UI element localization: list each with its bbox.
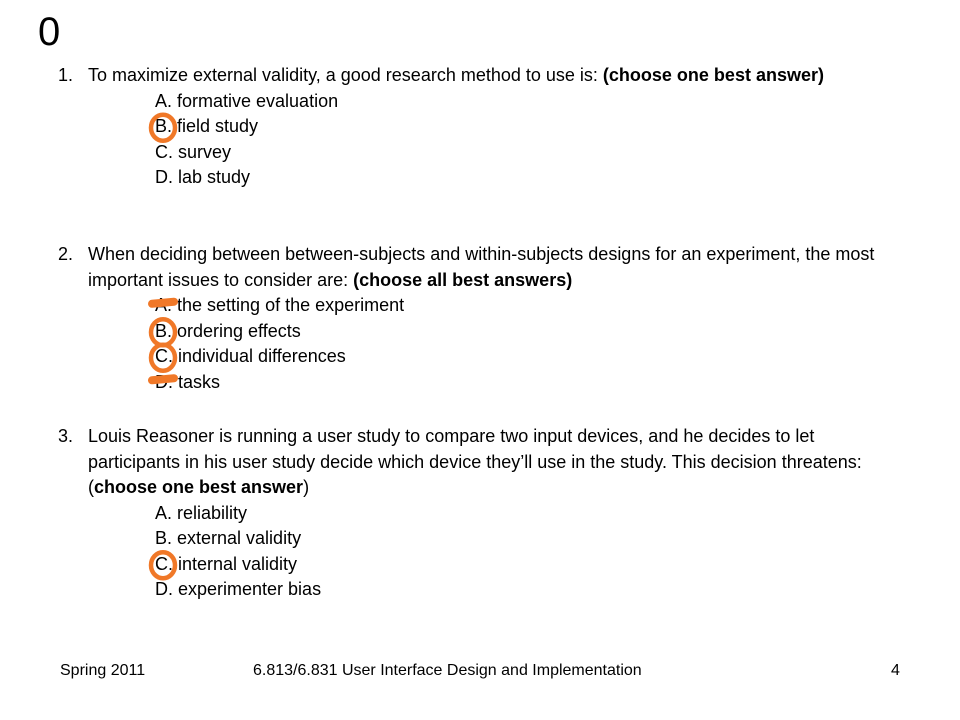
- question-instruction: choose one best answer: [94, 477, 304, 497]
- option-c: C. individual differences: [155, 346, 346, 366]
- option-b: B. external validity: [155, 528, 302, 548]
- footer-page-number: 4: [891, 662, 900, 679]
- option-a: A. formative evaluation: [155, 90, 339, 111]
- option-list: [155, 293, 888, 395]
- question-number: 3.: [58, 426, 74, 446]
- question-number: 2.: [58, 244, 74, 264]
- footer-course-title: 6.813/6.831 User Interface Design and Implementation: [253, 662, 642, 679]
- slide-title: 0: [38, 10, 61, 54]
- question-1: [58, 63, 888, 191]
- question-instruction: (choose all best answers): [353, 269, 573, 290]
- option-d: D. lab study: [155, 167, 251, 187]
- option-b: B. field study: [155, 116, 259, 136]
- question-3: [58, 424, 888, 603]
- question-text: [88, 242, 888, 293]
- question-prompt: When deciding between between-subjects and within-subjects designs for an experiment, the most important issues to consider are:: [88, 244, 875, 290]
- option-d: D. experimenter bias: [155, 579, 322, 599]
- option-d: D. tasks: [155, 371, 221, 392]
- footer-term: Spring 2011: [60, 662, 146, 679]
- option-a: A. the setting of the experiment: [155, 295, 405, 315]
- option-list: [155, 501, 888, 603]
- question-text: [88, 63, 888, 89]
- option-list: [155, 89, 888, 191]
- question-closing-paren: ): [303, 477, 310, 497]
- option-c: C. internal validity: [155, 553, 298, 574]
- question-number: 1.: [58, 65, 74, 85]
- option-b: B. ordering effects: [155, 320, 301, 341]
- question-instruction: (choose one best answer): [602, 65, 824, 85]
- question-prompt: To maximize external validity, a good research method to use is:: [88, 65, 603, 85]
- question-text: [88, 424, 888, 501]
- option-c: C. survey: [155, 141, 232, 162]
- question-prompt: Louis Reasoner is running a user study to compare two input devices, and he decides to let participants in his user study decide which device they’ll use in the study. This decision threatens: (: [88, 426, 862, 497]
- option-a: A. reliability: [155, 502, 248, 523]
- question-2: [58, 242, 888, 395]
